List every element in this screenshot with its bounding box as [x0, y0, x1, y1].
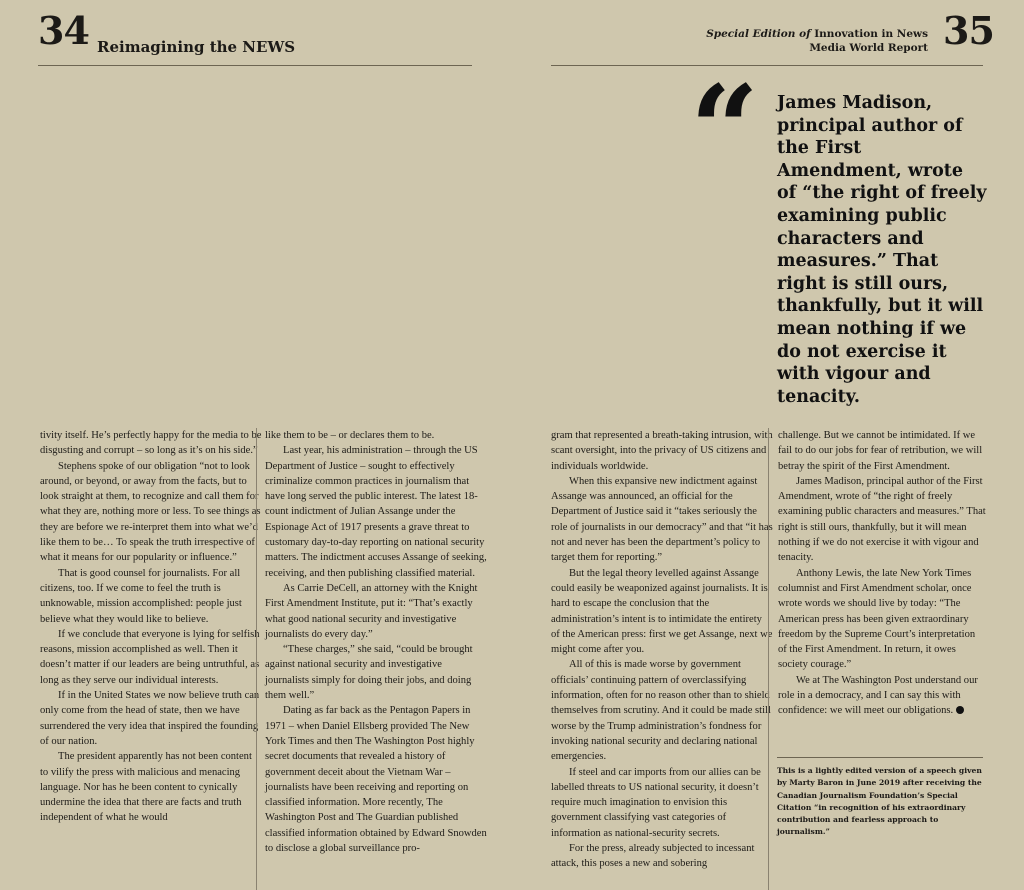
page-number-right: 35	[943, 8, 994, 53]
paragraph: “These charges,” she said, “could be brought against national security and investigative journalists simply for doing their jobs, and doing them well.”	[265, 644, 473, 702]
edition-title: Innovation in News	[810, 28, 928, 40]
article-column-2	[265, 428, 487, 856]
edition-label	[706, 27, 928, 55]
paragraph: Last year, his administration – through the US Department of Justice – sought to effectively criminalize common practices in journalism that have long served the public interest. The latest 18-count indictment of Julian Assange under the Espionage Act of 1917 presents a grave threat to customary day-to-day reporting on national security matters. The indictment accuses Assange of seeking, receiving, and then publishing classified material.	[265, 445, 487, 579]
paragraph: Dating as far back as the Pentagon Papers in 1971 – when Daniel Ellsberg provided The New York Times and then The Washington Post highly secret documents that revealed a history of government deceit about the Vietnam War – journalists have been receiving and reporting on classified information. More recently, The Washington Post and The Guardian published classified information obtained by Edward Snowden to disclose a global surveillance pro-	[265, 705, 487, 855]
paragraph: If we conclude that everyone is lying for selfish reasons, mission accomplished as well. Then it doesn’t matter if our leaders are being untruthful, as long as they serve our individual interests.	[40, 628, 260, 686]
paragraph: Stephens spoke of our obligation “not to look around, or beyond, or away from the facts, but to look straight at them, to recognize and call them for what they are, nothing more or less. To see things as they are before we re-interpret them into what we’d like them to be… To speak the truth irrespective of what it means for our popularity or influence.”	[40, 460, 261, 564]
paragraph: If steel and car imports from our allies can be labelled threats to US national security, it doesn’t require much imagination to envision this government classifying vast categories of information as national-security secrets.	[551, 766, 761, 839]
final-paragraph	[778, 673, 986, 719]
paragraph: The president apparently has not been content to vilify the press with malicious and menacing language. Nor has he been content to cynically undermine the idea that there are facts and truth independent of what he would	[40, 751, 252, 824]
paragraph: When this expansive new indictment against Assange was announced, an official for the Department of Justice said it “takes seriously the role of journalists in our democracy” and that “it has not and never has been the department’s policy to target them for reporting.”	[551, 475, 773, 564]
column-divider	[768, 428, 769, 890]
article-column-4	[778, 428, 986, 719]
paragraph: That is good counsel for journalists. For all citizens, too. If we come to feel the truth is unknowable, mission accomplished: people just believe what they would like to believe.	[40, 567, 242, 625]
paragraph: tivity itself. He’s perfectly happy for the media to be disgusting and corrupt – so long as it’s on his side.”	[40, 430, 262, 457]
header-rule-left	[38, 65, 472, 66]
section-title: Reimagining the NEWS	[97, 38, 296, 56]
article-column-3	[551, 428, 773, 872]
paragraph: If in the United States we now believe truth can only come from the head of state, then we have surrendered the very idea that inspired the founding of our nation.	[40, 690, 260, 747]
paragraph: All of this is made worse by government officials’ continuing pattern of overclassifying information, often for no reason other than to shield themselves from scrutiny. And it could be made still worse by the Trump administration’s fondness for invoking national security and declaring national emergencies.	[551, 659, 771, 763]
header-rule-right	[551, 65, 983, 66]
quote-mark-icon: “	[690, 59, 760, 200]
article-column-1	[40, 428, 262, 826]
paragraph: But the legal theory levelled against Assange could easily be weaponized against journalists. It is hard to escape the conclusion that the administration’s intent is to intimidate the entirety of the American press: first we get Assange, next we might come after you.	[551, 567, 773, 656]
paragraph: Anthony Lewis, the late New York Times columnist and First Amendment scholar, once wrote words we should live by today: “The American press has been given extraordinary freedom by the Supreme Court’s interpretation of the First Amendment. In return, it owes society courage.”	[778, 567, 976, 671]
paragraph: like them to be – or declares them to be.	[265, 430, 435, 441]
footnote: This is a lightly edited version of a speech given by Marty Baron in June 2019 after receiving the Canadian Journalism Foundation’s Special Citation “in recognition of his extraordinary contribution and fearless approach to journalism.”	[777, 766, 982, 837]
footnote-rule	[777, 757, 983, 758]
pull-quote: James Madison, principal author of the First Amendment, wrote of “the right of freely examining public characters and measures.” That right is still ours, thankfully, but it will mean nothing if we do not exercise it with vigour and tenacity.	[777, 93, 987, 407]
page-number-left: 34	[38, 8, 89, 53]
column-divider	[256, 428, 257, 890]
end-mark-icon	[956, 706, 964, 714]
paragraph: gram that represented a breath-taking intrusion, with scant oversight, into the privacy of US citizens and individuals worldwide.	[551, 430, 773, 472]
paragraph: James Madison, principal author of the First Amendment, wrote of “the right of freely examining public characters and measures.” That right is still ours, thankfully, but it will mean nothing if we do not exercise it with vigour and tenacity.	[778, 475, 986, 564]
paragraph: For the press, already subjected to incessant attack, this poses a new and sobering	[551, 843, 755, 870]
edition-italic: Special Edition of	[706, 28, 811, 40]
paragraph-text: We at The Washington Post understand our role in a democracy, and I can say this with confidence: we will meet our obligations.	[778, 674, 978, 717]
paragraph: As Carrie DeCell, an attorney with the Knight First Amendment Institute, put it: “That’s exactly what good national security and investigative journalists do every day.”	[265, 582, 478, 640]
paragraph: challenge. But we cannot be intimidated. If we fail to do our jobs for fear of retribution, we will betray the spirit of the First Amendment.	[778, 430, 983, 472]
edition-subtitle: Media World Report	[809, 42, 928, 54]
